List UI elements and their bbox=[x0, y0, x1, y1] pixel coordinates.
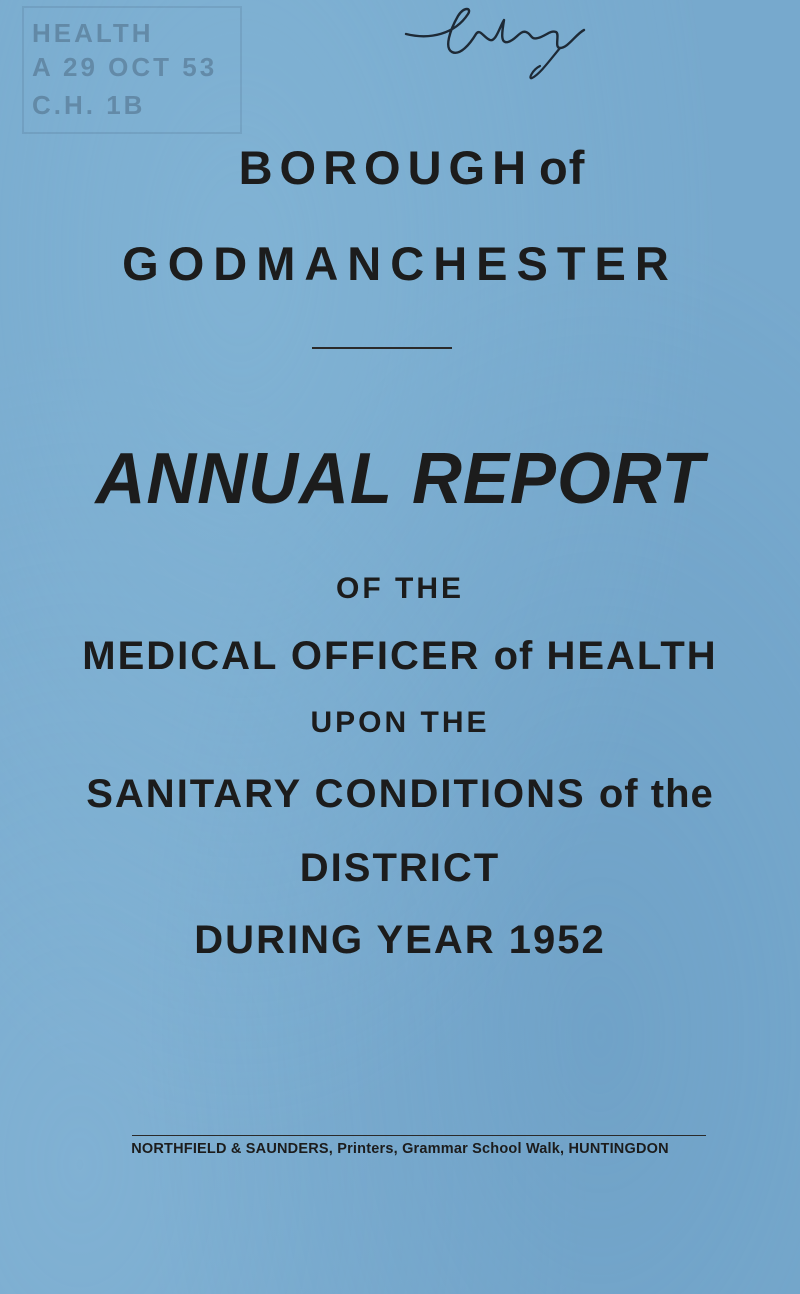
town-name: GODMANCHESTER bbox=[122, 237, 678, 290]
borough-word: BOROUGH bbox=[238, 141, 534, 194]
conditions-line bbox=[0, 772, 800, 817]
of-the-line: OF THE bbox=[336, 572, 464, 605]
borough-of-word: of bbox=[539, 141, 586, 194]
officer-health-text: HEALTH bbox=[546, 634, 718, 678]
stamp-line-2: A 29 OCT 53 bbox=[32, 52, 218, 82]
conditions-upper-text: SANITARY CONDITIONS bbox=[86, 772, 586, 816]
stamp-line-1: HEALTH bbox=[32, 18, 154, 48]
stamp-line-3: C.H. 1B bbox=[32, 90, 146, 120]
handwritten-library-signature bbox=[400, 4, 590, 84]
footer-divider bbox=[132, 1135, 706, 1136]
officer-upper-text: MEDICAL OFFICER bbox=[82, 634, 481, 678]
conditions-of-the-text: of the bbox=[598, 772, 714, 816]
report-title: ANNUAL REPORT bbox=[95, 439, 705, 519]
upon-the-line: UPON THE bbox=[310, 706, 490, 739]
borough-heading bbox=[12, 140, 800, 195]
officer-of-text: of bbox=[493, 634, 534, 678]
year-line: DURING YEAR 1952 bbox=[194, 918, 606, 962]
title-divider bbox=[312, 347, 452, 349]
officer-line bbox=[0, 634, 800, 679]
received-stamp bbox=[22, 6, 242, 134]
district-line: DISTRICT bbox=[299, 846, 501, 890]
printer-imprint: NORTHFIELD & SAUNDERS, Printers, Grammar School Walk, HUNTINGDON bbox=[131, 1141, 669, 1157]
